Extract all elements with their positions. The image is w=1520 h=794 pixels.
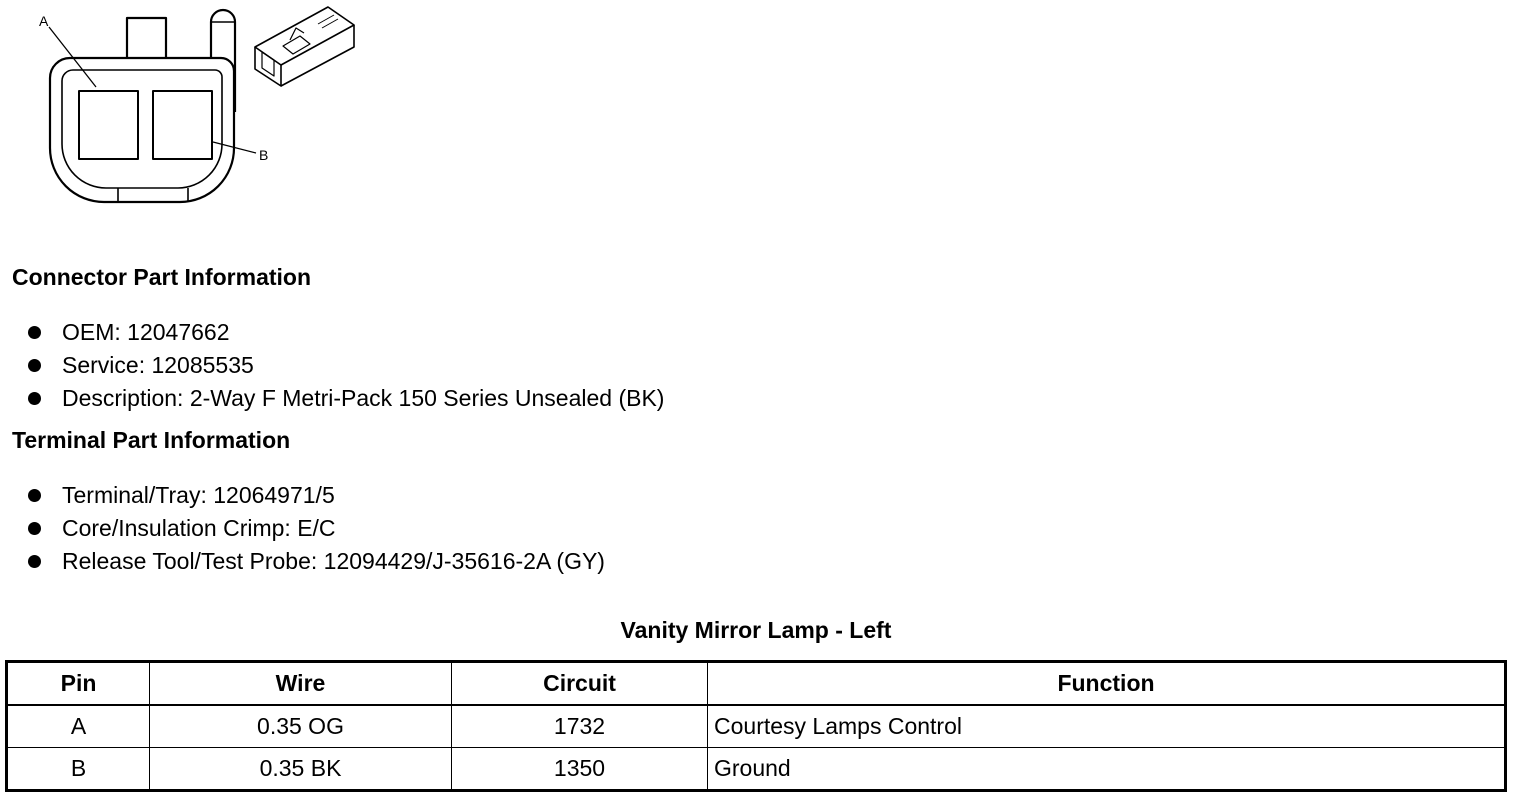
cell-function: Courtesy Lamps Control — [708, 705, 1506, 748]
list-item-text: Core/Insulation Crimp: E/C — [62, 515, 336, 541]
terminal-info-heading: Terminal Part Information — [12, 427, 291, 453]
column-header-wire: Wire — [150, 662, 452, 706]
cell-pin: B — [7, 748, 150, 791]
cell-pin: A — [7, 705, 150, 748]
bullet-icon — [28, 522, 41, 535]
bullet-icon — [28, 489, 41, 502]
column-header-circuit: Circuit — [452, 662, 708, 706]
column-header-pin: Pin — [7, 662, 150, 706]
cell-circuit: 1350 — [452, 748, 708, 791]
list-item — [28, 479, 605, 512]
list-item-text: Terminal/Tray: 12064971/5 — [62, 482, 335, 508]
pin-a-label: A — [39, 13, 49, 29]
bullet-icon — [28, 555, 41, 568]
list-item-text: Release Tool/Test Probe: 12094429/J-35616-2A (GY) — [62, 548, 605, 574]
table-row — [7, 748, 1506, 791]
list-item — [28, 349, 664, 382]
column-header-function: Function — [708, 662, 1506, 706]
pin-table — [5, 660, 1507, 792]
cell-function: Ground — [708, 748, 1506, 791]
connector-info-heading: Connector Part Information — [12, 264, 312, 290]
terminal-info-list — [28, 479, 605, 578]
connector-face-drawing — [0, 0, 380, 215]
bullet-icon — [28, 326, 41, 339]
table-row — [7, 705, 1506, 748]
list-item — [28, 512, 605, 545]
cell-wire: 0.35 BK — [150, 748, 452, 791]
list-item — [28, 545, 605, 578]
cell-wire: 0.35 OG — [150, 705, 452, 748]
connector-iso-icon — [255, 7, 354, 86]
connector-info-list — [28, 316, 664, 415]
connector-diagram — [0, 0, 380, 215]
pin-table-title: Vanity Mirror Lamp - Left — [620, 617, 892, 643]
list-item-text: OEM: 12047662 — [62, 319, 230, 345]
bullet-icon — [28, 392, 41, 405]
bullet-icon — [28, 359, 41, 372]
list-item — [28, 382, 664, 415]
list-item — [28, 316, 664, 349]
cell-circuit: 1732 — [452, 705, 708, 748]
list-item-text: Description: 2-Way F Metri-Pack 150 Series Unsealed (BK) — [62, 385, 665, 411]
pin-b-label: B — [259, 147, 269, 163]
list-item-text: Service: 12085535 — [62, 352, 254, 378]
table-header-row — [7, 662, 1506, 706]
